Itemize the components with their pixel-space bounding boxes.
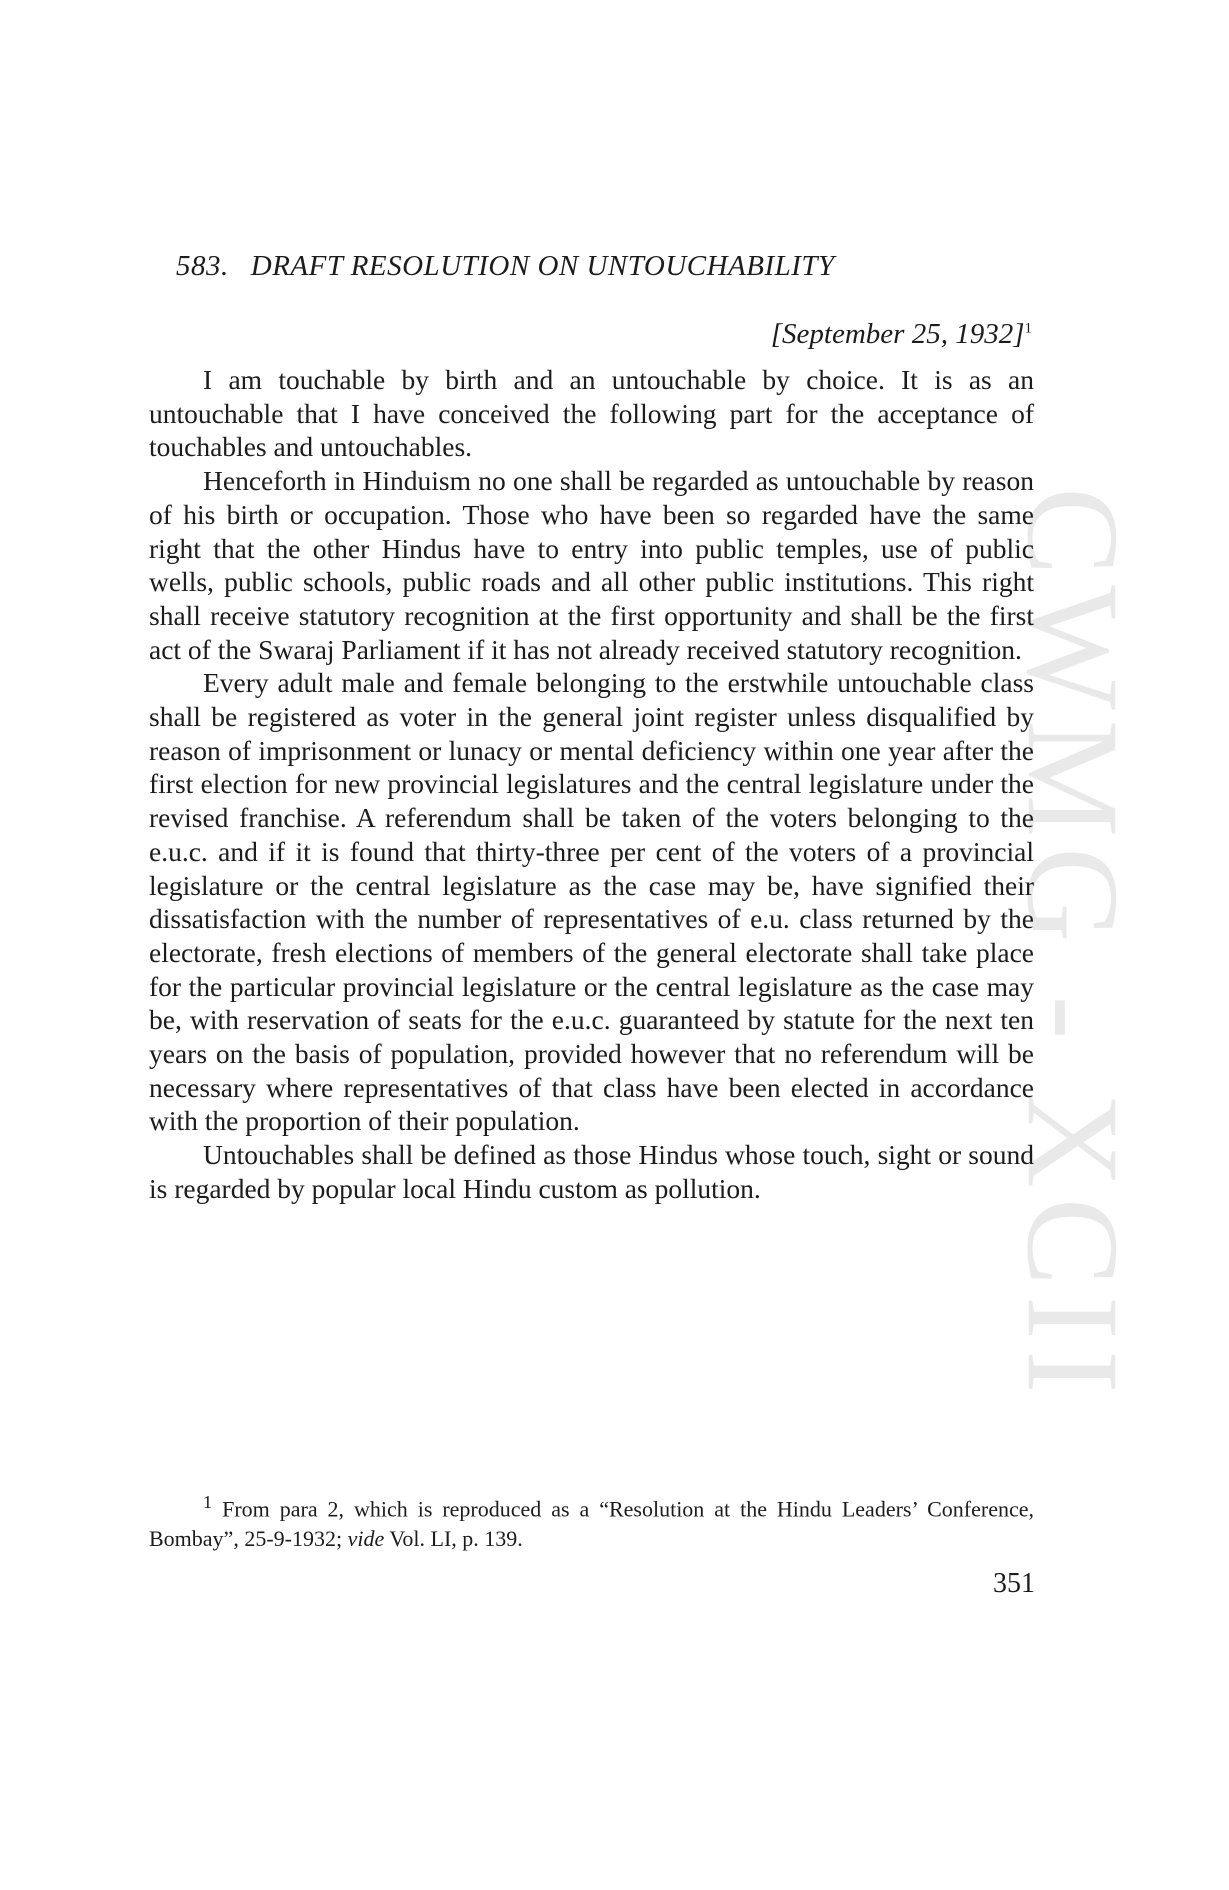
dateline-text: [September 25, 1932]: [770, 318, 1025, 350]
paragraph: Every adult male and female belonging to the erstwhile untouchable class shall be registered as voter in the general joint register unless disqualified by reason of imprisonment or lunacy or mental deficiency within one year after the first election for new provincial legislatures and the central legislature under the revised franchise. A referendum shall be taken of the voters belonging to the e.u.c. and if it is found that thirty-three per cent of the voters of a provincial legislature or the central legislature as the case may be, have signified their dissatisfaction with the number of representatives of e.u. class returned by the electorate, fresh elections of members of the general electorate shall take place for the particular provincial legislature or the central legislature as the case may be, with reservation of seats for the e.u.c. guaranteed by statute for the next ten years on the basis of population, provided however that no referendum will be necessary where representatives of that class have been elected in accordance with the proportion of their population.: [149, 667, 1034, 1137]
paragraph: I am touchable by birth and an untouchable by choice. It is as an untouchable that I have conceived the following part for the acceptance of touchables and untouchables.: [149, 364, 1034, 463]
body-text: [149, 363, 1034, 1206]
footnote-reference: 1: [1024, 320, 1032, 337]
footnote-italic: vide: [347, 1526, 385, 1552]
section-heading: [176, 250, 835, 283]
page-number: 351: [993, 1568, 1035, 1599]
footnote: [149, 1487, 1034, 1554]
watermark-text: CWMG - XCII: [999, 486, 1147, 1404]
watermark: [999, 470, 1147, 1420]
dateline: [771, 318, 1032, 351]
footnote-mark: 1: [203, 1492, 213, 1512]
footnote-citation: Vol. LI, p. 139.: [389, 1526, 523, 1552]
section-number: 583.: [176, 250, 229, 282]
paragraph: Untouchables shall be defined as those Hindus whose touch, sight or sound is regarded by popular local Hindu custom as pollution.: [149, 1139, 1034, 1204]
section-title: DRAFT RESOLUTION ON UNTOUCHABILITY: [250, 250, 835, 282]
paragraph: Henceforth in Hinduism no one shall be regarded as untouchable by reason of his birth or occupation. Those who have been so regarded have the same right that the other Hindus have to entry into public temples, use of public wells, public schools, public roads and all other public institutions. This right shall receive statutory recognition at the first opportunity and shall be the first act of the Swaraj Parliament if it has not already received statutory recognition.: [149, 465, 1034, 665]
footnote-text: From para 2, which is reproduced as a “Resolution at the Hindu Leaders’ Conference, Bombay”, 25-9-1932;: [149, 1496, 1035, 1552]
